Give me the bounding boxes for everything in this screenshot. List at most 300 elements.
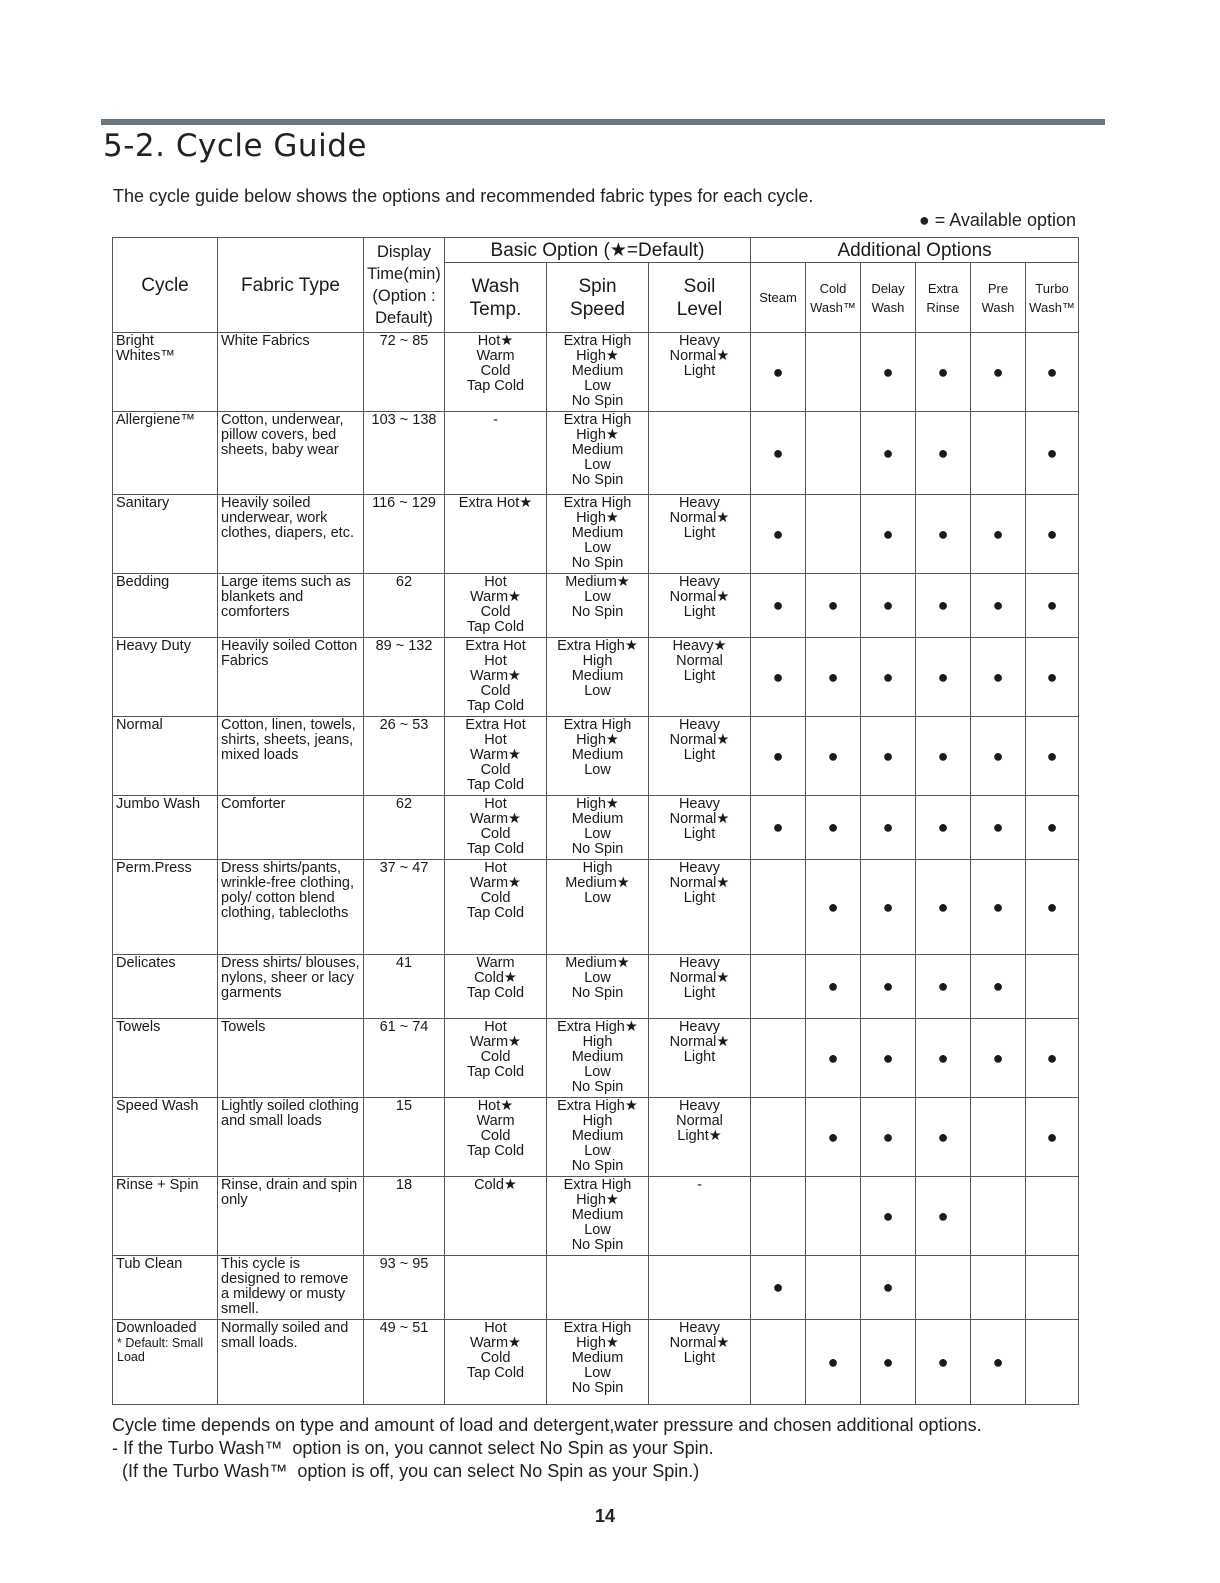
table-row [113,1256,1079,1320]
header-line: Cold [819,280,847,296]
soil-level-cell [649,333,751,412]
delay-wash-cell [861,638,916,717]
option-value: Extra High [563,333,632,349]
spin-speed-cell [547,1098,649,1177]
fabric-type-cell: Heavily soiled Cotton Fabrics [218,638,364,717]
spin-speed-cell [547,638,649,717]
header-spin-speed [547,263,649,333]
header-line: Temp. [469,298,522,320]
page-title: 5-2. Cycle Guide [103,128,367,164]
option-value: Low [584,1064,611,1080]
available-dot-icon: ● [992,595,1004,615]
cold-wash-cell [806,1320,861,1405]
table-row [113,955,1079,1019]
delay-wash-cell [861,717,916,796]
available-dot-icon: ● [827,1351,839,1372]
option-value: Normal★ [669,348,730,364]
cold-wash-cell [806,1177,861,1256]
option-value: Light [683,1049,716,1065]
fabric-type-cell: Towels [218,1019,364,1098]
display-time-cell: 15 [364,1098,445,1177]
available-dot-icon: ● [937,896,949,917]
header-fabric-type: Fabric Type [218,238,364,333]
cycle-name: Perm.Press [116,860,192,876]
available-dot-icon: ● [882,817,894,837]
cycle-note: * Default: Small Load [117,1336,204,1364]
available-dot-icon: ● [937,745,949,766]
option-value: Low [584,378,611,394]
option-value: No Spin [571,393,624,409]
option-value: Low [584,970,611,986]
option-value: Low [584,1222,611,1238]
soil-level-cell [649,717,751,796]
option-value: - [493,412,498,428]
option-value: Low [584,1143,611,1159]
option-value: High★ [576,510,619,526]
delay-wash-cell [861,1098,916,1177]
display-time-cell: 72 ~ 85 [364,333,445,412]
option-value: Medium [571,1049,624,1065]
option-value: Extra Hot [465,717,526,733]
header-cold-wash [806,263,861,333]
option-value: Medium [571,525,624,541]
soil-level-cell [649,1098,751,1177]
cycle-guide-table [112,237,1079,1405]
pre-wash-cell [971,412,1026,495]
option-value: Heavy [678,955,721,971]
option-value: Normal [676,653,723,669]
available-dot-icon: ● [827,817,839,837]
option-value: Extra High [563,1320,632,1336]
option-value: Medium [571,747,624,763]
option-value: Extra High★ [557,638,638,654]
header-line: Wash™ [810,299,856,315]
extra-rinse-cell [916,796,971,860]
option-value: Cold [480,1350,511,1366]
delay-wash-cell [861,1019,916,1098]
header-line: Extra [927,280,959,296]
turbo-wash-cell [1026,1177,1079,1256]
display-time-cell: 62 [364,796,445,860]
fabric-type-cell: Cotton, linen, towels, shirts, sheets, jeans, mixed loads [218,717,364,796]
steam-cell [751,412,806,495]
option-value: Warm★ [469,747,522,763]
cycle-name: Heavy Duty [116,638,191,654]
available-dot-icon: ● [1046,817,1058,837]
option-value: Normal★ [669,970,730,986]
steam-cell [751,1256,806,1320]
option-value: High★ [576,1335,619,1351]
available-dot-icon: ● [992,745,1004,766]
option-value: Warm [476,1113,515,1129]
option-value: Medium [571,811,624,827]
soil-level-cell [649,1320,751,1405]
cycle-name-cell [113,955,218,1019]
header-line: Time(min) [367,265,441,283]
wash-temp-cell [445,1320,547,1405]
fabric-type-cell: Cotton, underwear, pillow covers, bed sheets, baby wear [218,412,364,495]
extra-rinse-cell [916,574,971,638]
cold-wash-cell [806,574,861,638]
cycle-name-cell [113,717,218,796]
fabric-type-cell: Lightly soiled clothing and small loads [218,1098,364,1177]
table-row [113,412,1079,495]
option-value: Hot [484,574,507,590]
option-value: Hot [484,653,507,669]
cycle-name-cell [113,333,218,412]
option-value: High [582,1034,613,1050]
turbo-wash-cell [1026,1256,1079,1320]
option-value: Warm★ [469,668,522,684]
fabric-type-cell: Large items such as blankets and comforters [218,574,364,638]
option-value: Tap Cold [466,777,525,793]
soil-level-cell [649,574,751,638]
option-value: Medium★ [565,875,630,891]
option-value: Normal [676,1113,723,1129]
cold-wash-cell [806,860,861,955]
option-value: Light [683,1350,716,1366]
available-dot-icon: ● [937,595,949,615]
header-line: Soil [683,275,716,297]
cold-wash-cell [806,1256,861,1320]
option-value: Hot [484,796,507,812]
option-value: Normal★ [669,732,730,748]
delay-wash-cell [861,955,916,1019]
available-dot-icon: ● [882,1351,894,1372]
available-dot-icon: ● [827,1047,839,1068]
header-line: Spin [578,275,617,297]
available-dot-icon: ● [772,817,784,837]
option-value: Heavy★ [672,638,727,654]
fabric-type-cell: Dress shirts/pants, wrinkle-free clothing, poly/ cotton blend clothing, tablecloths [218,860,364,955]
option-value: Heavy [678,333,721,349]
option-value: Heavy [678,1019,721,1035]
option-value: Heavy [678,1320,721,1336]
option-value: No Spin [571,1380,624,1396]
display-time-cell: 93 ~ 95 [364,1256,445,1320]
option-value: Cold [480,1049,511,1065]
header-delay-wash [861,263,916,333]
extra-rinse-cell [916,717,971,796]
option-value: Light [683,525,716,541]
option-value: Heavy [678,860,721,876]
available-dot-icon: ● [882,1126,894,1147]
steam-cell [751,955,806,1019]
steam-cell [751,333,806,412]
pre-wash-cell [971,1177,1026,1256]
wash-temp-cell [445,860,547,955]
option-value: Cold [480,363,511,379]
option-value: High★ [576,796,619,812]
available-dot-icon: ● [772,442,784,463]
option-value: Normal★ [669,811,730,827]
option-value: Extra High [563,1177,632,1193]
soil-level-cell [649,1256,751,1320]
option-value: Heavy [678,574,721,590]
option-value: Hot★ [477,333,514,349]
turbo-wash-cell [1026,574,1079,638]
available-dot-icon: ● [772,361,784,382]
cycle-name: Rinse + Spin [116,1177,199,1193]
available-dot-icon: ● [882,595,894,615]
available-dot-icon: ● [992,361,1004,382]
delay-wash-cell [861,574,916,638]
cold-wash-cell [806,638,861,717]
spin-speed-cell [547,717,649,796]
extra-rinse-cell [916,1256,971,1320]
delay-wash-cell [861,412,916,495]
fabric-type-cell: Normally soiled and small loads. [218,1320,364,1405]
pre-wash-cell [971,796,1026,860]
steam-cell [751,1019,806,1098]
cycle-name-cell [113,412,218,495]
option-value: Normal★ [669,1034,730,1050]
cold-wash-cell [806,955,861,1019]
spin-speed-cell [547,333,649,412]
delay-wash-cell [861,1320,916,1405]
available-dot-icon: ● [937,1351,949,1372]
delay-wash-cell [861,1256,916,1320]
option-value: Light [683,747,716,763]
wash-temp-cell [445,1098,547,1177]
spin-speed-cell [547,955,649,1019]
pre-wash-cell [971,1019,1026,1098]
soil-level-cell [649,495,751,574]
cycle-name-cell [113,1098,218,1177]
available-dot-icon: ● [992,817,1004,837]
available-dot-icon: ● [882,1277,894,1297]
pre-wash-cell [971,574,1026,638]
table-row [113,638,1079,717]
option-value: Normal★ [669,1335,730,1351]
spin-speed-cell [547,796,649,860]
footnotes [112,1414,982,1483]
option-value: Extra Hot★ [458,495,533,511]
soil-level-cell [649,412,751,495]
spin-speed-cell [547,860,649,955]
delay-wash-cell [861,333,916,412]
available-dot-icon: ● [772,595,784,615]
section-divider-bar [101,119,1105,125]
option-value: Light [683,890,716,906]
option-value: Low [584,683,611,699]
footnote-turbo-off: (If the Turbo Wash™ option is off, you can select No Spin as your Spin.) [112,1461,700,1481]
header-line: Rinse [926,299,960,315]
available-dot-icon: ● [937,817,949,837]
available-dot-icon: ● [882,1205,894,1226]
header-steam [751,263,806,333]
spin-speed-cell [547,1320,649,1405]
cycle-guide-body [113,333,1079,1405]
header-line: Speed [570,298,625,320]
pre-wash-cell [971,638,1026,717]
wash-temp-cell [445,1256,547,1320]
table-row [113,333,1079,412]
cycle-name-cell [113,1320,218,1405]
soil-level-cell [649,796,751,860]
cold-wash-cell [806,333,861,412]
header-line: Wash [471,275,520,297]
option-value: Medium★ [565,574,630,590]
option-value: Warm★ [469,1335,522,1351]
header-cycle: Cycle [113,238,218,333]
option-value: Light [683,604,716,620]
option-value: No Spin [571,841,624,857]
wash-temp-cell [445,1177,547,1256]
wash-temp-cell [445,638,547,717]
wash-temp-cell [445,717,547,796]
header-line: Steam [759,290,797,305]
steam-cell [751,717,806,796]
option-value: Medium [571,1207,624,1223]
option-value: Extra High [563,412,632,428]
available-dot-icon: ● [992,976,1004,996]
option-value: No Spin [571,985,624,1001]
option-value: Tap Cold [466,698,525,714]
available-dot-icon: ● [992,896,1004,917]
cycle-name: Bedding [116,574,170,590]
cycle-name: Speed Wash [116,1098,199,1114]
cycle-name-cell [113,860,218,955]
option-value: Warm★ [469,1034,522,1050]
cold-wash-cell [806,495,861,574]
display-time-cell: 61 ~ 74 [364,1019,445,1098]
header-soil-level [649,263,751,333]
available-dot-icon: ● [882,361,894,382]
cycle-name: Sanitary [116,495,170,511]
header-display-time [364,238,445,333]
footnote-cycle-time: Cycle time depends on type and amount of load and detergent,water pressure and chosen additional options. [112,1415,982,1435]
pre-wash-cell [971,495,1026,574]
wash-temp-cell [445,796,547,860]
option-value: Tap Cold [466,619,525,635]
available-dot-icon: ● [937,442,949,463]
available-dot-icon: ● [937,1047,949,1068]
available-dot-icon: ● [992,666,1004,687]
available-dot-icon: ● [992,1047,1004,1068]
available-dot-icon: ● [1046,1047,1058,1068]
option-value: Light [683,363,716,379]
wash-temp-cell [445,412,547,495]
header-line: Wash™ [1029,299,1075,315]
option-value: Light [683,826,716,842]
option-value: Tap Cold [466,1365,525,1381]
cold-wash-cell [806,412,861,495]
available-dot-icon: ● [827,666,839,687]
display-time-cell: 62 [364,574,445,638]
option-value: Hot [484,860,507,876]
option-value: Heavy [678,495,721,511]
cycle-name: Bright Whites™ [116,333,175,364]
available-dot-icon: ● [772,745,784,766]
available-dot-icon: ● [937,1126,949,1147]
spin-speed-cell [547,574,649,638]
spin-speed-cell [547,495,649,574]
option-value: Tap Cold [466,1143,525,1159]
steam-cell [751,796,806,860]
pre-wash-cell [971,1256,1026,1320]
available-dot-icon: ● [1046,896,1058,917]
cycle-name-cell [113,495,218,574]
pre-wash-cell [971,955,1026,1019]
soil-level-cell [649,860,751,955]
turbo-wash-cell [1026,796,1079,860]
available-dot-icon: ● [882,666,894,687]
extra-rinse-cell [916,955,971,1019]
extra-rinse-cell [916,412,971,495]
cycle-name: Allergiene™ [116,412,195,428]
fabric-type-cell: This cycle is designed to remove a mildewy or musty smell. [218,1256,364,1320]
option-value: Warm★ [469,875,522,891]
option-value: Warm [476,348,515,364]
option-value: Extra High★ [557,1098,638,1114]
delay-wash-cell [861,495,916,574]
display-time-cell: 103 ~ 138 [364,412,445,495]
available-dot-icon: ● [1046,1126,1058,1147]
extra-rinse-cell [916,1320,971,1405]
fabric-type-cell: Heavily soiled underwear, work clothes, diapers, etc. [218,495,364,574]
option-value: Tap Cold [466,905,525,921]
extra-rinse-cell [916,638,971,717]
cycle-name-cell [113,1177,218,1256]
legend-text: ● = Available option [918,210,1076,230]
option-value: Cold★ [474,1177,517,1193]
option-value: Cold★ [474,970,517,986]
fabric-type-cell: Comforter [218,796,364,860]
fabric-type-cell: Dress shirts/ blouses, nylons, sheer or lacy garments [218,955,364,1019]
display-time-cell: 49 ~ 51 [364,1320,445,1405]
display-time-cell: 41 [364,955,445,1019]
spin-speed-cell [547,1019,649,1098]
option-value: Tap Cold [466,1064,525,1080]
option-value: Hot★ [477,1098,514,1114]
option-value: Light [683,985,716,1001]
header-line: Wash [981,299,1015,315]
fabric-type-cell: White Fabrics [218,333,364,412]
option-value: Warm★ [469,589,522,605]
option-value: Medium [571,1350,624,1366]
turbo-wash-cell [1026,860,1079,955]
turbo-wash-cell [1026,717,1079,796]
turbo-wash-cell [1026,1019,1079,1098]
available-dot-icon: ● [992,1351,1004,1372]
spin-speed-cell [547,1177,649,1256]
option-value: Heavy [678,1098,721,1114]
available-dot-icon: ● [1046,666,1058,687]
available-dot-icon: ● [772,666,784,687]
option-value: Cold [480,890,511,906]
header-line: Turbo [1035,280,1069,296]
display-time-cell: 18 [364,1177,445,1256]
soil-level-cell [649,638,751,717]
footnote-turbo-on: - If the Turbo Wash™ option is on, you cannot select No Spin as your Spin. [112,1438,714,1458]
available-dot-icon: ● [827,896,839,917]
available-dot-icon: ● [1046,442,1058,463]
available-dot-icon: ● [992,523,1004,544]
soil-level-cell [649,1177,751,1256]
extra-rinse-cell [916,860,971,955]
option-value: High★ [576,427,619,443]
available-dot-icon: ● [1046,523,1058,544]
turbo-wash-cell [1026,638,1079,717]
steam-cell [751,1098,806,1177]
header-line: Pre [987,280,1009,296]
option-value: No Spin [571,604,624,620]
available-dot-icon: ● [827,595,839,615]
available-dot-icon: ● [827,745,839,766]
option-value: No Spin [571,1237,624,1253]
available-dot-icon: ● [1046,595,1058,615]
